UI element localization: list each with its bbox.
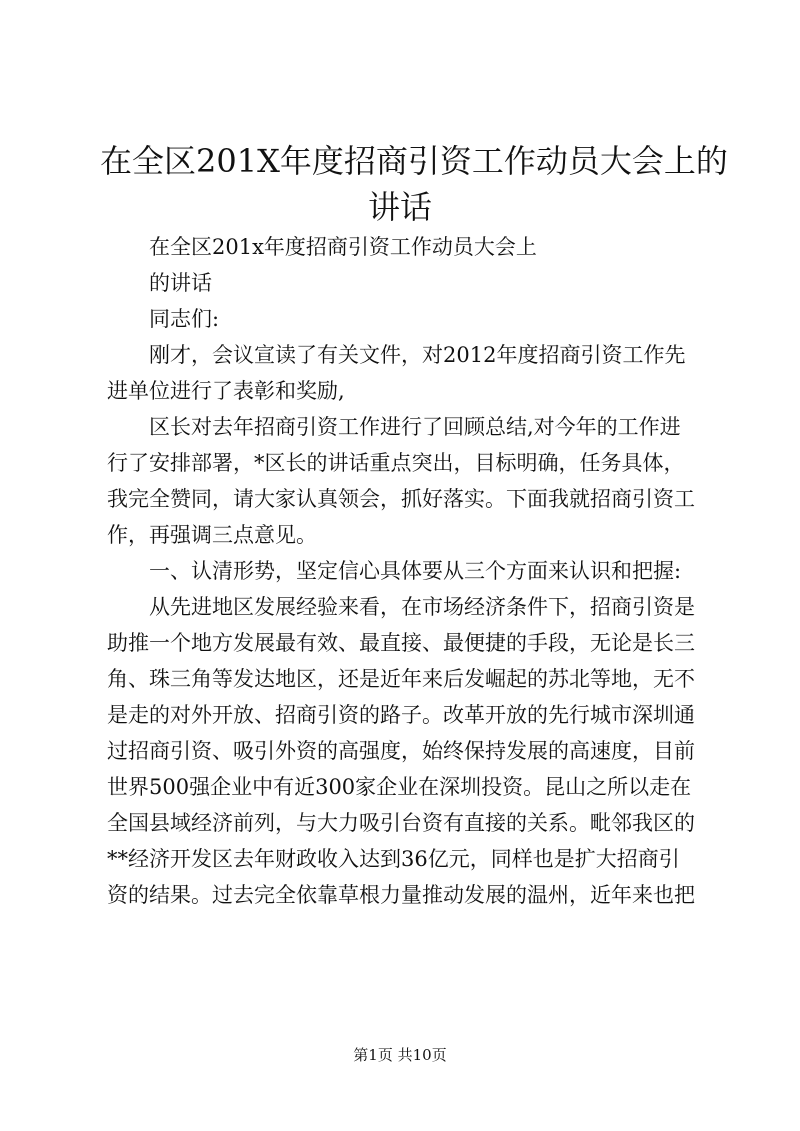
body-line: 全国县域经济前列，与大力吸引台资有直接的关系。毗邻我区的: [107, 811, 695, 835]
body-line: 作，再强调三点意见。: [107, 523, 317, 547]
body-line: 同志们:: [149, 307, 220, 331]
document-title: [100, 138, 728, 230]
body-line: 刚才，会议宣读了有关文件，对2012年度招商引资工作先: [149, 343, 686, 367]
title-line-1: 在全区201X年度招商引资工作动员大会上的: [100, 142, 728, 180]
body-line: 进单位进行了表彰和奖励,: [107, 379, 345, 403]
body-line: 角、珠三角等发达地区，还是近年来后发崛起的苏北等地，无不: [107, 667, 695, 691]
body-line: 助推一个地方发展最有效、最直接、最便捷的手段，无论是长三: [107, 631, 695, 655]
body-line: **经济开发区去年财政收入达到36亿元，同样也是扩大招商引: [107, 847, 680, 871]
title-line-2: 讲话: [367, 188, 432, 226]
document-body: [107, 229, 707, 913]
body-line: 的讲话: [149, 271, 212, 295]
body-line: 从先进地区发展经验来看，在市场经济条件下，招商引资是: [149, 595, 695, 619]
body-line: 是走的对外开放、招商引资的路子。改革开放的先行城市深圳通: [107, 703, 695, 727]
body-line: 行了安排部署，*区长的讲话重点突出，目标明确，任务具体，: [107, 451, 685, 475]
page-footer: 第1页 共10页: [353, 1046, 447, 1064]
body-line: 区长对去年招商引资工作进行了回顾总结,对今年的工作进: [149, 415, 681, 439]
body-line: 世界500强企业中有近300家企业在深圳投资。昆山之所以走在: [107, 775, 692, 799]
body-line: 资的结果。过去完全依靠草根力量推动发展的温州，近年来也把: [107, 883, 695, 907]
body-line: 过招商引资、吸引外资的高强度，始终保持发展的高速度，目前: [107, 739, 695, 763]
body-line: 一、认清形势，坚定信心具体要从三个方面来认识和把握:: [149, 559, 682, 583]
body-line: 在全区201x年度招商引资工作动员大会上: [149, 235, 537, 259]
body-line: 我完全赞同，请大家认真领会，抓好落实。下面我就招商引资工: [107, 487, 695, 511]
